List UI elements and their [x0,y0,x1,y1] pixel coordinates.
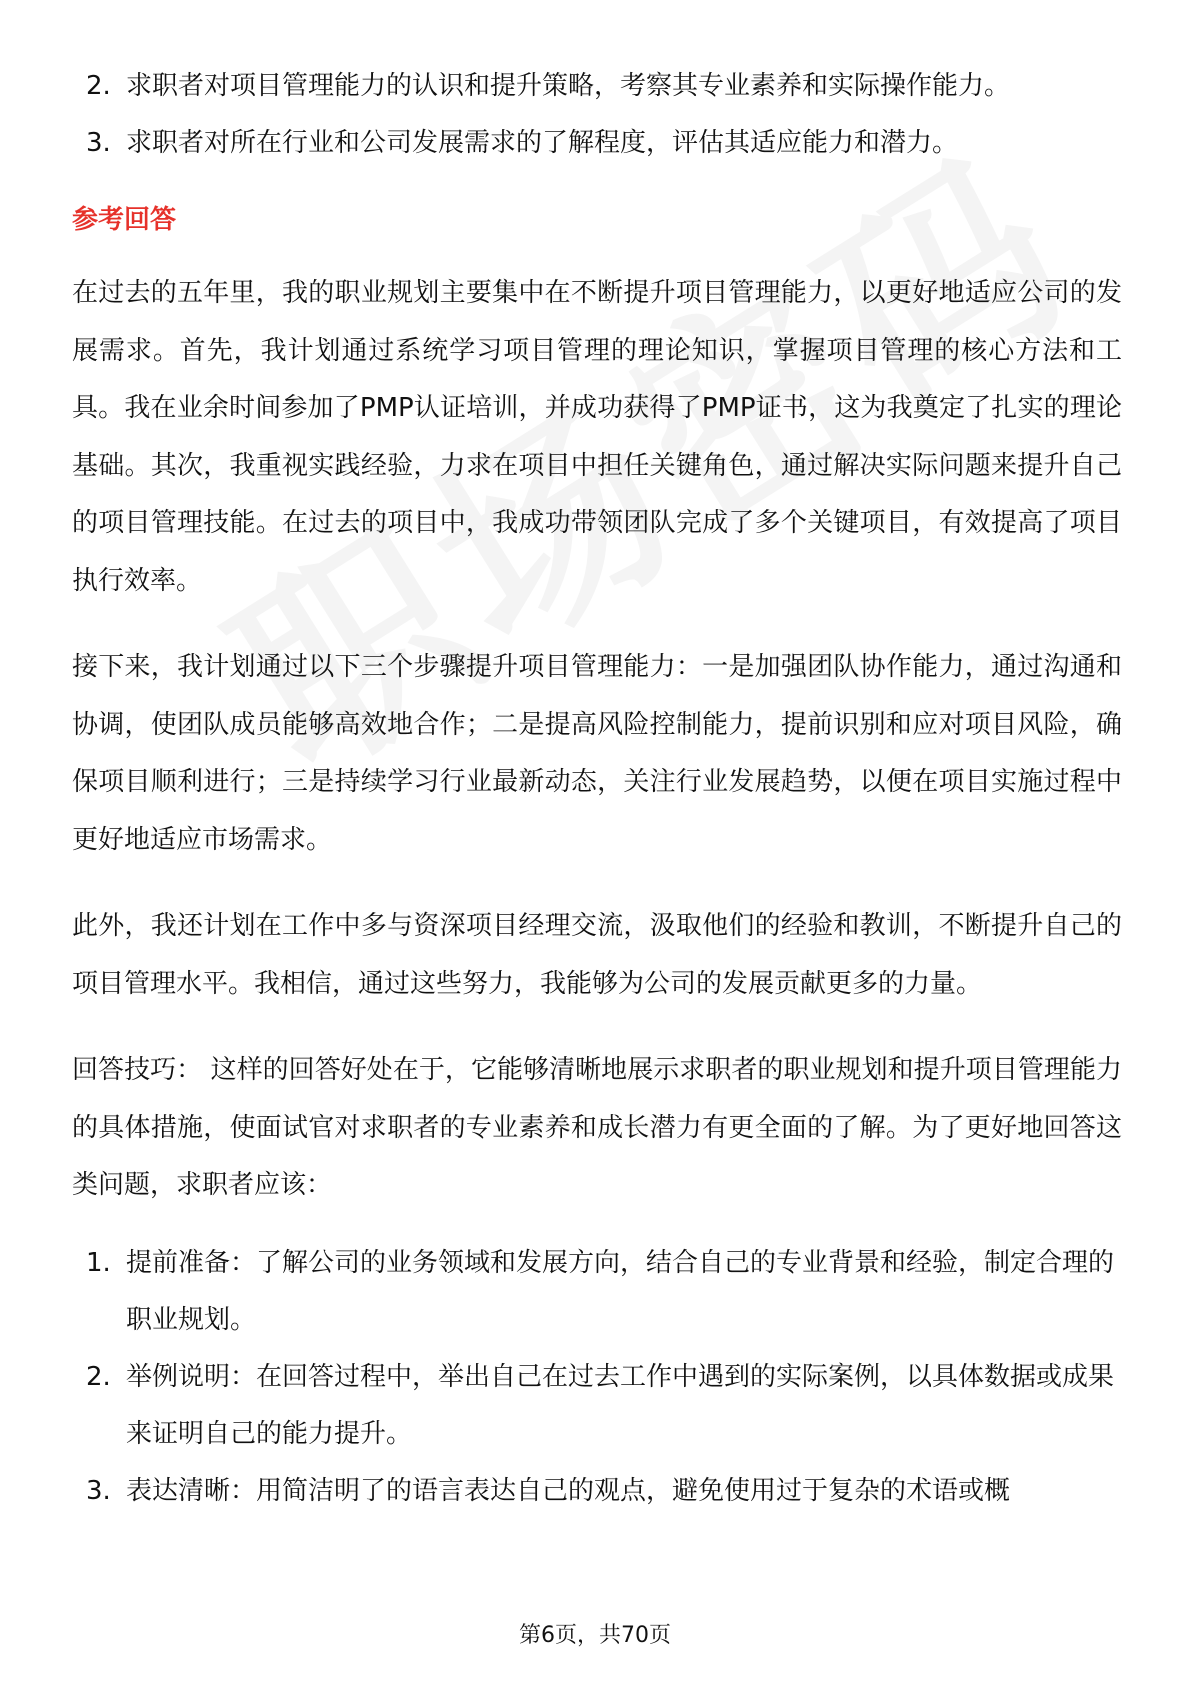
list-text: 求职者对所在行业和公司发展需求的了解程度，评估其适应能力和潜力。 [126,128,959,158]
document-body [72,58,1122,1520]
list-number: 3. [86,128,111,158]
list-number: 2. [86,71,111,101]
answer-paragraph: 接下来，我计划通过以下三个步骤提升项目管理能力：一是加强团队协作能力，通过沟通和协调，使团队成员能够高效地合作；二是提高风险控制能力，提前识别和应对项目风险，确保项目顺利进行；三是持续学习行业最新动态，关注行业发展趋势，以便在项目实施过程中更好地适应市场需求。 [72,652,1122,855]
list-item [72,1349,1122,1463]
list-item [72,1463,1122,1520]
list-text: 表达清晰：用简洁明了的语言表达自己的观点，避免使用过于复杂的术语或概 [126,1475,1011,1506]
list-number: 1. [86,1247,111,1278]
tips-list [72,1235,1122,1520]
list-item [72,58,1122,115]
list-text: 举例说明：在回答过程中，举出自己在过去工作中遇到的实际案例，以具体数据或成果来证明自己的能力提升。 [126,1361,1115,1449]
answer-paragraph: 在过去的五年里，我的职业规划主要集中在不断提升项目管理能力，以更好地适应公司的发展需求。首先，我计划通过系统学习项目管理的理论知识，掌握项目管理的核心方法和工具。我在业余时间参加了PMP认证培训，并成功获得了PMP证书，这为我奠定了扎实的理论基础。其次，我重视实践经验，力求在项目中担任关键角色，通过解决实际问题来提升自己的项目管理技能。在过去的项目中，我成功带领团队完成了多个关键项目，有效提高了项目执行效率。 [72,278,1122,596]
list-number: 3. [86,1475,111,1506]
page-footer: 第6页，共70页 [519,1623,671,1648]
section-heading: 参考回答 [72,205,177,235]
list-text: 求职者对项目管理能力的认识和提升策略，考察其专业素养和实际操作能力。 [126,71,1011,101]
tips-paragraph: 回答技巧： 这样的回答好处在于，它能够清晰地展示求职者的职业规划和提升项目管理能力的具体措施，使面试官对求职者的专业素养和成长潜力有更全面的了解。为了更好地回答这类问题，求职者应该： [72,1055,1122,1200]
list-text: 提前准备：了解公司的业务领域和发展方向，结合自己的专业背景和经验，制定合理的职业规划。 [126,1247,1115,1335]
list-number: 2. [86,1361,111,1392]
list-item [72,1235,1122,1349]
answer-paragraph: 此外，我还计划在工作中多与资深项目经理交流，汲取他们的经验和教训，不断提升自己的项目管理水平。我相信，通过这些努力，我能够为公司的发展贡献更多的力量。 [72,911,1122,999]
list-item [72,115,1122,172]
requirements-list [72,58,1122,172]
